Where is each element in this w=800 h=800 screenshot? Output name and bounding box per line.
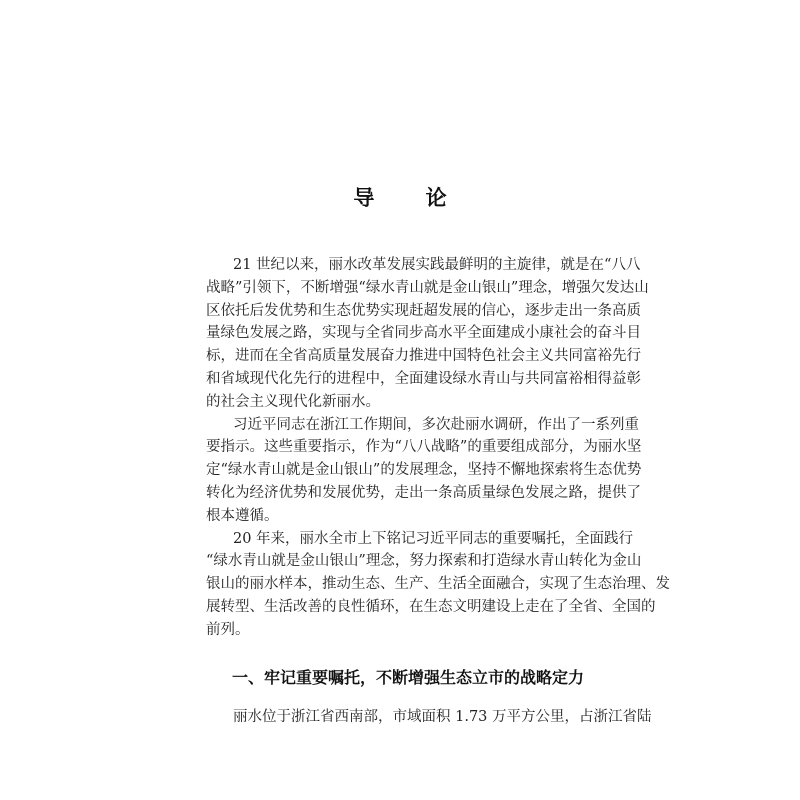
text-line: 习近平同志在浙江工作期间，多次赴丽水调研，作出了一系列重	[233, 416, 639, 433]
intro-body	[206, 254, 670, 642]
text-line: 定“绿水青山就是金山银山”的发展理念，坚持不懈地探索将生态优势	[206, 462, 642, 479]
text-line: 根本遵循。	[206, 507, 279, 524]
text-line: 转化为经济优势和发展优势，走出一条高质量绿色发展之路，提供了	[206, 484, 641, 501]
section-heading: 一、牢记重要嘱托，不断增强生态立市的战略定力	[232, 668, 585, 687]
text-line: 丽水位于浙江省西南部，市域面积 1.73 万平方公里，占浙江省陆	[233, 709, 652, 725]
text-line: 20 年来，丽水全市上下铭记习近平同志的重要嘱托，全面践行	[233, 530, 634, 547]
text-line: 展转型、生活改善的良性循环，在生态文明建设上走在了全省、全国的	[206, 598, 656, 615]
text-line: 21 世纪以来，丽水改革发展实践最鲜明的主旋律，就是在“八八	[233, 257, 641, 273]
text-line: 银山的丽水样本，推动生态、生产、生活全面融合，实现了生态治理、发	[206, 576, 670, 593]
text-line: 和省域现代化先行的进程中，全面建设绿水青山与共同富裕相得益彰	[206, 370, 641, 387]
section-body	[206, 706, 652, 729]
text-line: 量绿色发展之路，实现与全省同步高水平全面建成小康社会的奋斗目	[206, 325, 641, 342]
text-line: 战略”引领下，不断增强“绿水青山就是金山银山”理念，增强欠发达山	[206, 279, 649, 296]
page-title: 导 论	[353, 186, 469, 210]
text-line: 前列。	[206, 621, 250, 638]
text-line: 标，进而在全省高质量发展奋力推进中国特色社会主义共同富裕先行	[206, 348, 641, 365]
text-line: 区依托后发优势和生态优势实现赶超发展的信心，逐步走出一条高质	[206, 302, 641, 319]
text-line: 要指示。这些重要指示，作为“八八战略”的重要组成部分，为丽水坚	[206, 439, 642, 456]
text-line: 的社会主义现代化新丽水。	[206, 393, 380, 410]
text-line: “绿水青山就是金山银山”理念，努力探索和打造绿水青山转化为金山	[206, 553, 642, 570]
